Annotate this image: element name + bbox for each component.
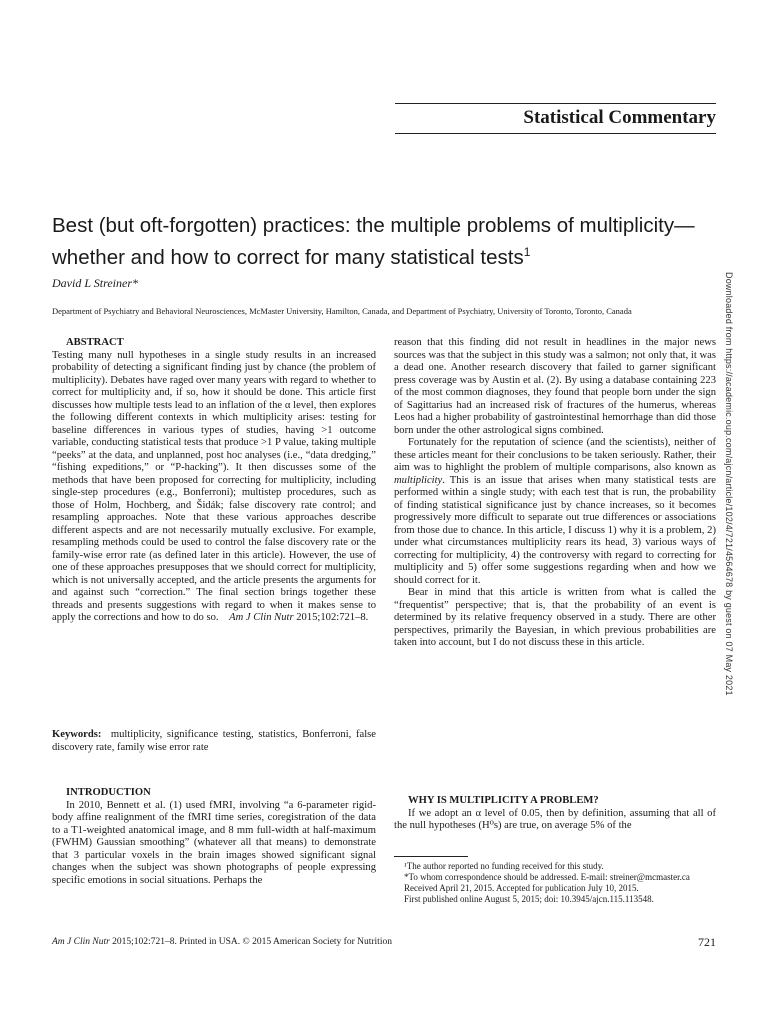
introduction-text: In 2010, Bennett et al. (1) used fMRI, involving “a 6-parameter rigid-body affine realignment of the fMRI time series, coregistration of the data to a T1-weighted anatomical image, and 8 mm full-width at half-maximum (FWHM) Gaussian smoothing” (whatever all that means) to demonstrate that 3 particular voxels in the brain images showed significant signal changes when the subject was shown photographs of people expressing specific emotions in social situations. Perhaps the — [52, 799, 376, 886]
article-title — [52, 212, 732, 271]
keywords-list: multiplicity, significance testing, statistics, Bonferroni, false discovery rate, family wise error rate — [52, 729, 377, 753]
keywords-label: Keywords: — [52, 729, 102, 740]
footnote-rule — [394, 856, 468, 857]
footer-journal: Am J Clin Nutr — [52, 937, 110, 947]
multiplicity-term: multiplicity — [394, 474, 443, 486]
abstract-section — [52, 337, 376, 625]
footnotes — [394, 856, 716, 905]
author-affiliation: Department of Psychiatry and Behavioral Neurosciences, McMaster University, Hamilton, Canada, and Department of Psychiatry, University of Toronto, Toronto, Canada — [52, 306, 632, 316]
keywords-text — [52, 729, 376, 754]
abstract-heading: ABSTRACT — [66, 337, 124, 348]
abstract-citation-ref: 2015;102:721–8. — [296, 612, 369, 623]
abstract-citation-journal: Am J Clin Nutr — [229, 612, 294, 623]
body-paragraph-2-start: Fortunately for the reputation of science (and the scientists), neither of these articles meant for their conclusions to be taken seriously. Rather, their aim was to highlight the problem of multiple comparisons, also known as — [394, 437, 716, 473]
introduction-heading: INTRODUCTION — [66, 787, 151, 798]
why-multiplicity-heading: WHY IS MULTIPLICITY A PROBLEM? — [408, 795, 599, 806]
footnote-received: Received April 21, 2015. Accepted for publication July 10, 2015. — [404, 883, 639, 893]
keywords-section — [52, 729, 376, 754]
section-header: Statistical Commentary — [523, 107, 716, 128]
page-number: 721 — [698, 935, 716, 949]
body-paragraph-3: Bear in mind that this article is written from what is called the “frequentist” perspective; that is, that the probability of an event is determined by its relative frequency observed in a study. There are other perspectives, primarily the Bayesian, in which previous probabilities are taken into account, but I do not discuss these in this article. — [394, 587, 716, 648]
body-paragraph-2 — [394, 437, 716, 587]
footer-text: 2015;102:721–8. Printed in USA. © 2015 American Society for Nutrition — [112, 937, 392, 947]
footnote-correspondence: *To whom correspondence should be addressed. E-mail: streiner@mcmaster.ca — [404, 872, 690, 882]
section-header-bottom-rule — [395, 133, 716, 134]
right-column-body — [394, 337, 716, 650]
why-multiplicity-text: If we adopt an α level of 0.05, then by definition, assuming that all of the null hypotheses (H⁰s) are true, on average 5% of the — [394, 807, 716, 831]
page-footer — [52, 937, 392, 947]
introduction-section — [52, 787, 376, 887]
download-watermark: Downloaded from https://academic.oup.com/ajcn/article/102/4/721/4564678 by guest on 07 May 2021 — [724, 272, 734, 696]
body-paragraph-2-end: . This is an issue that arises when many statistical tests are performed within a single study; with each test that is run, the probability of finding statistical significance just by chance increases, so it becomes progressively more difficult to separate out true differences or associations from those due to chance. In this article, I discuss 1) why it is a problem, 2) under what circumstances multiplicity rears its head, 3) various ways of correcting for multiplicity, 4) the controversy with regard to correcting for multiplicity and 5) offer some suggestions regarding when and how we should correct for it. — [394, 474, 716, 586]
why-multiplicity-section — [394, 795, 716, 833]
abstract-body: Testing many null hypotheses in a single study results in an increased probability of detecting a significant finding just by chance (the problem of multiplicity). Debates have raged over many years with regard to whether to correct for multiplicity and, if so, how it should be done. This article first discusses how multiple tests lead to an inflation of the α level, then explores the following different contexts in which multiplicity arises: testing for baseline differences in various types of studies, having >1 outcome variable, conducting statistical tests that produce >1 P value, taking multiple “peeks” at the data, and unplanned, post hoc analyses (i.e., “data dredging,” “fishing expeditions,” or “P-hacking”). It then discusses some of the methods that have been proposed for correcting for multiplicity, including single-step procedures (e.g., Bonferroni); multistep procedures, such as those of Holm, Hochberg, and Šidák; false discovery rate control; and resampling approaches. Note that these various approaches describe different aspects and are not necessarily mutually exclusive. For example, resampling methods could be used to control the false discovery rate or the family-wise error rate (as defined later in this article). However, the use of one of these approaches presupposes that we should correct for multiplicity, which is not universally accepted, and the article presents the arguments for and against such “correction.” The final section brings together these threads and presents suggestions with regard to when it makes sense to apply the corrections and how to do so. — [52, 349, 376, 623]
body-paragraph-1: reason that this finding did not result in headlines in the major news sources was that the subject in this study was a salmon; not only that, it was a dead one. Another research discovery that failed to garner significant press coverage was by Austin et al. (2). By using a database containing 223 of the most common diagnoses, they found that people born under the sign of Sagittarius had an increased risk of fractures of the humerus, whereas Leos had a higher probability of gastrointestinal hemorrhage than did those born under the other astrological signs combined. — [394, 337, 716, 436]
title-footnote-marker: 1 — [523, 245, 531, 259]
abstract-text — [52, 350, 376, 625]
author-name: David L Streiner* — [52, 276, 138, 290]
footnote-published: First published online August 5, 2015; doi: 10.3945/ajcn.115.113548. — [404, 894, 654, 904]
article-title-text: Best (but oft-forgotten) practices: the multiple problems of multiplicity—whether and how to correct for many statistical tests — [52, 214, 695, 269]
footnote-funding: ¹The author reported no funding received for this study. — [404, 861, 604, 871]
section-header-top-rule — [395, 103, 716, 104]
